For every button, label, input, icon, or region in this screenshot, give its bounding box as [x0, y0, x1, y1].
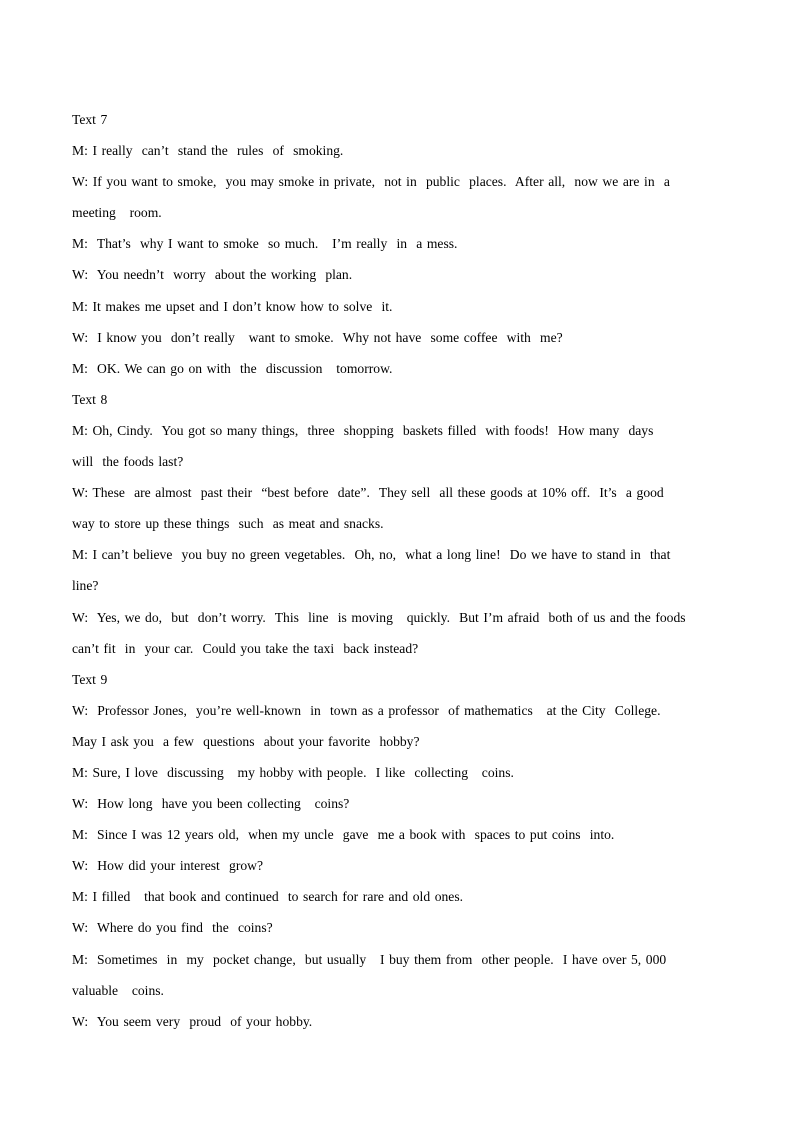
section-heading: Text 9 [72, 671, 108, 687]
transcript-body [72, 104, 722, 1037]
dialogue-line: W: If you want to smoke, you may smoke in private, not in public places. After all, now we are in a [72, 174, 670, 190]
dialogue-line: W: I know you don’t really want to smoke. Why not have some coffee with me? [72, 329, 563, 345]
dialogue-line: M: I really can’t stand the rules of smoking. [72, 143, 344, 159]
dialogue-line: W: These are almost past their “best before date”. They sell all these goods at 10% off. It’s a good [72, 485, 664, 501]
dialogue-line: will the foods last? [72, 454, 184, 470]
dialogue-line: valuable coins. [72, 982, 164, 998]
dialogue-line: May I ask you a few questions about your favorite hobby? [72, 733, 420, 749]
dialogue-line: M: I filled that book and continued to search for rare and old ones. [72, 889, 464, 905]
dialogue-line: way to store up these things such as meat and snacks. [72, 516, 384, 532]
dialogue-line: line? [72, 578, 99, 594]
dialogue-line: M: Sometimes in my pocket change, but usually I buy them from other people. I have over 5, 000 [72, 951, 667, 967]
section-heading: Text 8 [72, 391, 108, 407]
dialogue-line: W: Where do you find the coins? [72, 920, 273, 936]
dialogue-line: meeting room. [72, 205, 162, 221]
text-9-section [72, 664, 722, 1037]
text-8-section [72, 384, 722, 664]
section-heading: Text 7 [72, 112, 108, 127]
dialogue-line: M: OK. We can go on with the discussion tomorrow. [72, 360, 393, 376]
dialogue-line: W: Professor Jones, you’re well-known in town as a professor of mathematics at the City College. [72, 702, 661, 718]
dialogue-line: W: Yes, we do, but don’t worry. This line is moving quickly. But I’m afraid both of us and the foods [72, 609, 686, 625]
dialogue-line: can’t fit in your car. Could you take the taxi back instead? [72, 640, 419, 656]
dialogue-line: M: Oh, Cindy. You got so many things, three shopping baskets filled with foods! How many days [72, 422, 654, 438]
dialogue-line: M: That’s why I want to smoke so much. I’m really in a mess. [72, 236, 458, 252]
dialogue-line: M: It makes me upset and I don’t know how to solve it. [72, 298, 393, 314]
dialogue-line: M: I can’t believe you buy no green vegetables. Oh, no, what a long line! Do we have to stand in that [72, 547, 671, 563]
text-7-section [72, 104, 722, 384]
dialogue-line: W: You needn’t worry about the working plan. [72, 267, 353, 283]
dialogue-line: W: You seem very proud of your hobby. [72, 1013, 313, 1029]
dialogue-line: W: How long have you been collecting coins? [72, 796, 350, 812]
dialogue-line: M: Since I was 12 years old, when my uncle gave me a book with spaces to put coins into. [72, 827, 615, 843]
dialogue-line: M: Sure, I love discussing my hobby with people. I like collecting coins. [72, 764, 514, 780]
dialogue-line: W: How did your interest grow? [72, 858, 263, 874]
